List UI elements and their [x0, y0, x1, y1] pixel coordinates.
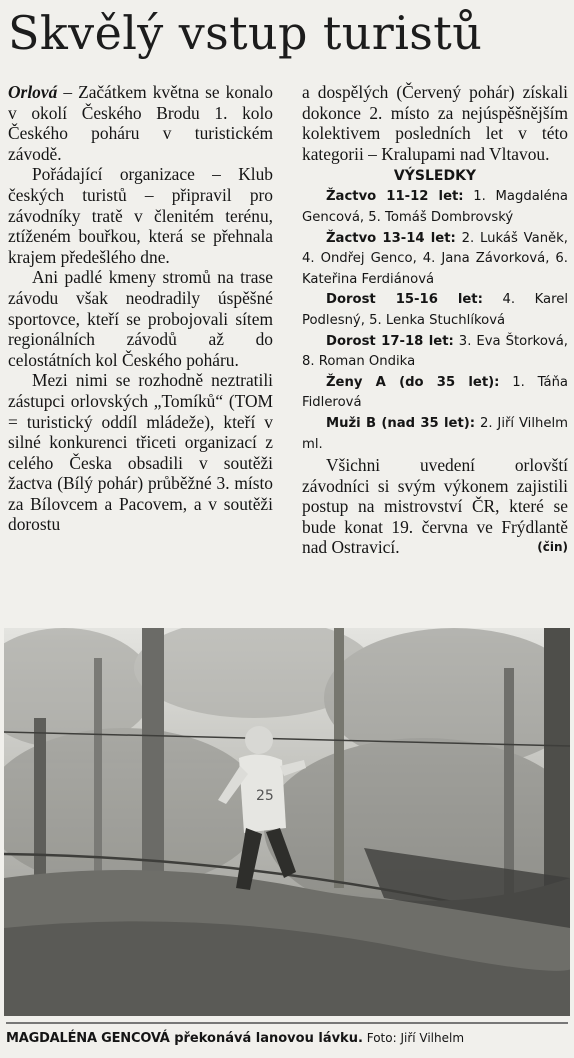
- result-names: 4. Karel Podlesný, 5. Lenka Stuchlíková: [302, 292, 568, 328]
- results-list: [302, 187, 568, 455]
- forest-photo-illustration: [4, 628, 570, 1016]
- bib-number: 25: [256, 788, 274, 804]
- article-column-right: [302, 82, 568, 558]
- paragraph-qualification-text: Všichni uvedení orlovští závodníci si svým výkonem zajistili postup na mistrovství ČR, které se bude konat 19. června ve Frýdlantě nad Ostravicí.: [302, 455, 568, 558]
- author-signature: (čin): [537, 540, 568, 555]
- result-item: [302, 187, 568, 228]
- paragraph-obstacles: Ani padlé kmeny stromů na trase závodu však neodradily úspěšné sportovce, kteří se probojovali sítem regionálních závodů až do celostátních kol Českého poháru.: [8, 267, 273, 370]
- result-item: [302, 229, 568, 291]
- caption-text: překonává lanovou lávku.: [169, 1031, 363, 1046]
- paragraph-orlova-team: Mezi nimi se rozhodně neztratili zástupci orlovských „Tomíků“ (TOM = turistický oddíl mládeže), kteří v silné konkurenci třiceti organizací z celého Česka obsadili v soutěži žactva (Bílý pohár) průběžné 3. místo za Bílovcem a Pacovem, a v soutěži dorostu: [8, 370, 273, 535]
- result-item: [302, 414, 568, 455]
- result-category: Dorost 17-18 let:: [326, 333, 454, 349]
- result-names: 2. Lukáš Vaněk, 4. Ondřej Genco, 4. Jana Závorková, 6. Kateřina Ferdiánová: [302, 230, 569, 287]
- result-names: 1. Magdaléna Gencová, 5. Tomáš Dombrovský: [302, 189, 569, 225]
- paragraph-organizer: Pořádající organizace – Klub českých turistů – připravil pro závodníky tratě v členitém terénu, ztíženém bouřkou, která se přehnala krajem předešlého dne.: [8, 164, 273, 267]
- result-category: Ženy A (do 35 let):: [326, 374, 500, 390]
- result-names: 2. Jiří Vilhelm ml.: [302, 415, 568, 452]
- paragraph-qualification: [302, 455, 568, 558]
- result-category: Muži B (nad 35 let):: [326, 415, 476, 431]
- article-headline: Skvělý vstup turistů: [8, 6, 483, 60]
- result-category: Dorost 15-16 let:: [326, 292, 483, 308]
- photo-caption: [6, 1022, 568, 1054]
- article-column-left: [8, 82, 273, 535]
- result-names: 1. Táňa Fidlerová: [302, 374, 569, 411]
- paragraph-intro: [8, 82, 273, 164]
- results-heading: VÝSLEDKY: [393, 168, 477, 185]
- caption-name: MAGDALÉNA GENCOVÁ: [6, 1031, 170, 1046]
- caption-credit: Foto: Jiří Vilhelm: [362, 1031, 465, 1045]
- result-item: [302, 332, 568, 373]
- result-names: 3. Eva Štorková, 8. Roman Ondika: [302, 333, 568, 370]
- article-photo: [4, 628, 570, 1016]
- paragraph-intro-text: – Začátkem května se konalo v okolí Českého Brodu 1. kolo Českého poháru v turistickém závodě.: [8, 82, 273, 164]
- result-item: [302, 290, 568, 331]
- byline-location: Orlová: [8, 82, 58, 102]
- paragraph-continuation: a dospělých (Červený pohár) získali dokonce 2. místo za nejúspěšnějším kolektivem posledních let v této kategorii – Kralupami nad Vltavou.: [302, 82, 568, 164]
- result-category: Žactvo 11-12 let:: [326, 189, 464, 205]
- result-item: [302, 373, 568, 414]
- result-category: Žactvo 13-14 let:: [326, 230, 456, 246]
